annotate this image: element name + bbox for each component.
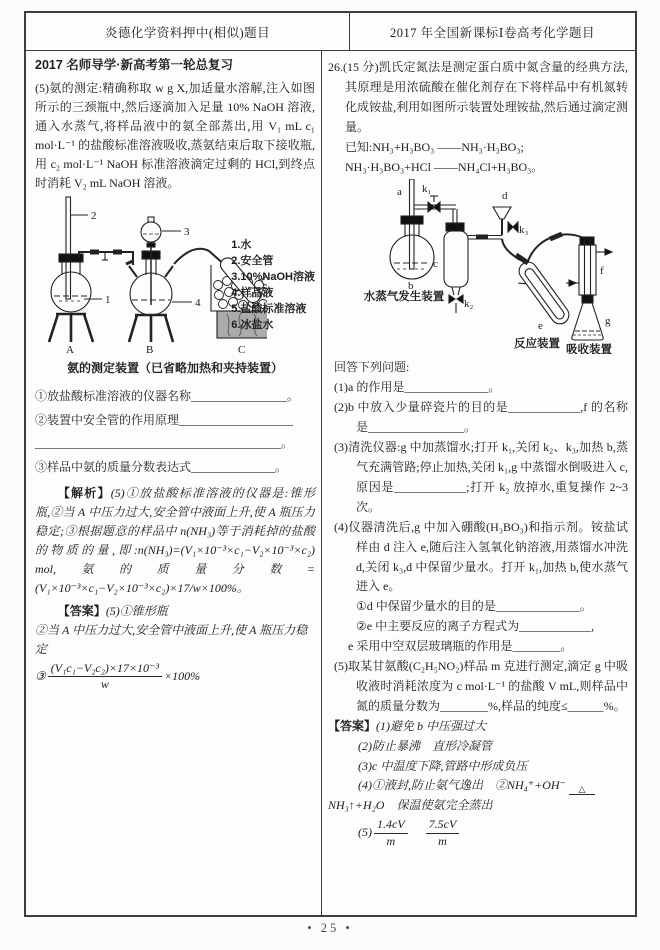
right-answer-line-1 bbox=[328, 717, 628, 737]
left-question-2: ②装置中安全管的作用原理___________________ bbox=[35, 412, 294, 427]
condenser-f bbox=[566, 237, 612, 303]
right-answer-3: (3)c 中温度下降,管路中形成负压 bbox=[358, 758, 528, 773]
right-answer-5 bbox=[328, 818, 628, 849]
left-column bbox=[26, 51, 322, 915]
label-e: e bbox=[538, 320, 543, 333]
label-b: b bbox=[408, 280, 414, 293]
answer-1: (5)①锥形瓶 bbox=[105, 603, 168, 618]
label-k2: k₂ bbox=[464, 298, 474, 311]
answer-fraction-1 bbox=[374, 818, 408, 849]
header-row bbox=[26, 13, 635, 51]
question-26-number: 26. bbox=[328, 60, 343, 74]
left-answer-line-2: ②当 A 中压力过大,安全管中液面上升,使 A 瓶压力稳定 bbox=[35, 622, 308, 656]
fraction-2-denominator: m bbox=[438, 834, 447, 849]
left-answer-line-3 bbox=[35, 662, 315, 693]
caption-absorption-device: 吸收装置 bbox=[566, 344, 612, 355]
right-answer-4-text: (4)①液封,防止氨气逸出 ②NH₄⁺+OH⁻ bbox=[358, 778, 566, 793]
right-question-3: (3)清洗仪器:g 中加蒸馏水;打开 k₁,关闭 k₂、k₃,加热 b,蒸气充满管路;停止加热,关闭 k₁,g 中蒸馏水倒吸进入 c,原因是____________;打开 k₂ 放掉水,重复操作 2~3 次。 bbox=[334, 440, 628, 514]
caption-reaction-device: 反应装置 bbox=[514, 338, 560, 351]
label-c: c bbox=[433, 258, 438, 271]
answer-3-suffix: ×100% bbox=[163, 668, 201, 683]
label-d: d bbox=[502, 190, 508, 203]
label-a: a bbox=[397, 186, 402, 199]
fraction-1-denominator: m bbox=[386, 834, 396, 849]
fraction-denominator: w bbox=[100, 677, 109, 692]
legend-item-1: 1.水 bbox=[231, 239, 252, 252]
fraction-2-numerator: 7.5cV bbox=[426, 818, 460, 834]
answer-label: 【答案】 bbox=[57, 603, 106, 618]
legend-item-3: 3.10%NaOH溶液 bbox=[231, 271, 315, 284]
page-number: • 25 • bbox=[307, 921, 353, 935]
stand-label-c: C bbox=[238, 344, 246, 356]
left-answer-line-1 bbox=[35, 602, 315, 621]
known-equation-1: 已知:NH₃+H₃BO₃ ——NH₃·H₃BO₃; bbox=[345, 139, 524, 154]
left-question-intro: (5)氨的测定:精确称取 w g X,加适量水溶解,注入如图所示的三颈瓶中,然后逐滴加入足量 10% NaOH 溶液,通入水蒸气,将样品液中的氨全部蒸出,用 V₁ mL c₁ mol·L⁻¹ 的盐酸标准溶液吸收,蒸氨结束后取下接收瓶,用 c₂ mol·L⁻¹ NaOH 标准溶液滴定过剩的 HCl,到终点时消耗 V₂ mL NaOH 溶液。 bbox=[35, 80, 315, 190]
right-answer-label: 【答案】 bbox=[328, 718, 377, 733]
right-column bbox=[322, 51, 635, 915]
legend-item-2: 2.安全管 bbox=[231, 255, 274, 268]
label-k3: k₃ bbox=[519, 224, 529, 237]
right-answer-2: (2)防止暴沸 直形冷凝管 bbox=[358, 738, 492, 753]
connecting-tube bbox=[79, 252, 133, 265]
conical-flask-g bbox=[572, 303, 603, 340]
right-question-5: (5)取某甘氨酸(C₂H₅NO₂)样品 m 克进行测定,滴定 g 中吸收液时消耗浓度为 c mol·L⁻¹ 的盐酸 V mL,则样品中氮的质量分数为________%,样品的纯度≤______%。 bbox=[334, 659, 628, 713]
legend-item-4: 4.样品液 bbox=[231, 287, 274, 300]
kjeldahl-apparatus-drawing bbox=[342, 179, 628, 354]
header-left-title: 炎德化学资料押中(相似)题目 bbox=[26, 13, 350, 50]
analysis-text: (5)①放盐酸标准溶液的仪器是:锥形瓶,②当 A 中压力过大,安全管中液面上升,使 A 瓶压力稳定;③根据题意的样品中 n(NH₃)等于消耗掉的盐酸的物质的量,即:n(NH₃)=(V₁×10⁻³×c₁−V₂×10⁻³×c₂) mol,氨的质量分数=(V₁×10⁻³×c₁−V₂×10⁻³×c₂)×17/w×100%。 bbox=[35, 485, 315, 595]
left-diagram-caption: 氨的测定装置（已省略加热和夹持装置） bbox=[66, 361, 283, 376]
right-answer-4-cont: NH₃↑+H₂O 保温使氨完全蒸出 bbox=[328, 798, 493, 813]
reaction-line bbox=[569, 794, 595, 795]
left-question-1: ①放盐酸标准溶液的仪器名称________________。 bbox=[35, 389, 300, 404]
right-question-1: (1)a 的作用是______________。 bbox=[334, 380, 501, 395]
delivery-tube bbox=[174, 249, 226, 266]
right-answer-4 bbox=[328, 776, 628, 796]
left-question-3: ③样品中氨的质量分数表达式______________。 bbox=[35, 459, 288, 474]
valve-k1 bbox=[414, 196, 456, 212]
left-analysis bbox=[35, 484, 315, 598]
right-answer-1: (1)避免 b 中压强过大 bbox=[376, 718, 487, 733]
label-f: f bbox=[600, 265, 604, 278]
answer-fraction bbox=[48, 662, 162, 693]
right-answer-5-prefix: (5) bbox=[358, 825, 372, 840]
delta-icon: △ bbox=[578, 784, 586, 795]
fraction-numerator: (V₁c₁−V₂c₂)×17×10⁻³ bbox=[48, 662, 162, 678]
flask-b bbox=[126, 217, 192, 342]
prompt-answer-questions: 回答下列问题: bbox=[334, 360, 410, 375]
callout-2: 2 bbox=[91, 210, 97, 223]
legend-item-6: 6.冰盐水 bbox=[231, 319, 274, 332]
right-question-4-sub2: ②e 中主要反应的离子方程式为____________, bbox=[356, 619, 595, 634]
right-question-4-sub1: ①d 中保留少量水的目的是______________。 bbox=[356, 599, 592, 614]
header-right-title: 2017 年全国新课标Ⅰ卷高考化学题目 bbox=[389, 25, 596, 40]
kjeldahl-apparatus-diagram bbox=[328, 179, 628, 356]
label-k1: k₁ bbox=[422, 183, 432, 196]
analysis-label: 【解析】 bbox=[57, 485, 111, 500]
caption-steam-generator: 水蒸气发生装置 bbox=[363, 291, 445, 304]
heating-condition-symbol bbox=[569, 785, 595, 795]
question-26 bbox=[328, 58, 628, 138]
right-question-2: (2)b 中放入少量碎瓷片的目的是____________,f 的名称是________________。 bbox=[334, 400, 628, 435]
answer-fraction-2 bbox=[426, 818, 460, 849]
known-equation-2: NH₃·H₃BO₃+HCl ——NH₄Cl+H₃BO₃。 bbox=[345, 159, 544, 174]
right-question-4-sub2-cont: e 采用中空双层玻璃瓶的作用是________。 bbox=[348, 639, 573, 654]
fraction-1-numerator: 1.4cV bbox=[374, 818, 408, 834]
callout-3: 3 bbox=[184, 226, 190, 239]
stand-label-b: B bbox=[146, 344, 154, 356]
question-26-intro: (15 分)凯氏定氮法是测定蛋白质中氮含量的经典方法,其原理是用浓硫酸在催化剂存在下将样品中有机氮转化成铵盐,利用如图所示装置处理铵盐,然后通过滴定测量。 bbox=[343, 60, 628, 134]
callout-4: 4 bbox=[195, 297, 201, 310]
callout-1: 1 bbox=[105, 294, 111, 307]
diagram-legend bbox=[231, 237, 315, 333]
label-g: g bbox=[605, 315, 611, 328]
left-column-book-title: 2017 名师导学·新高考第一轮总复习 bbox=[35, 58, 233, 72]
ammonia-apparatus-diagram bbox=[35, 195, 315, 358]
stand-label-a: A bbox=[66, 344, 74, 356]
page-table-border bbox=[24, 11, 637, 917]
legend-item-5: 5.盐酸标准溶液 bbox=[231, 303, 307, 316]
content-columns bbox=[26, 51, 635, 915]
left-question-2-blank: _________________________________________。 bbox=[35, 436, 294, 451]
answer-3-prefix: ③ bbox=[35, 668, 46, 683]
right-question-4: (4)仪器清洗后,g 中加入硼酸(H₃BO₃)和指示剂。铵盐试样由 d 注入 e,随后注入氢氧化钠溶液,用蒸馏水冲洗 d,关闭 k₃,d 中保留少量水。打开 k₁,加热 b,使水蒸气进入 e。 bbox=[334, 519, 628, 594]
